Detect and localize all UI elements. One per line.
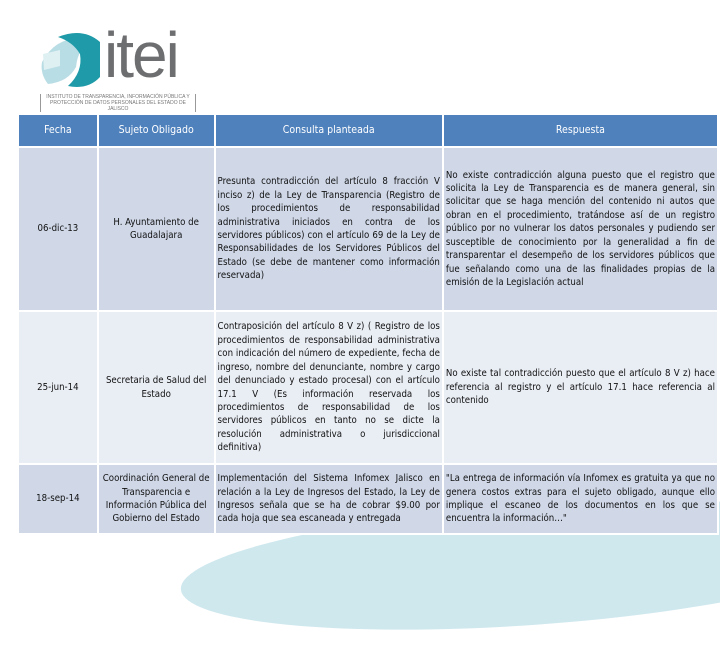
- header-sujeto: Sujeto Obligado: [98, 114, 215, 147]
- table-row: [18, 147, 718, 311]
- cell-respuesta: "La entrega de información vía Infomex es gratuita ya que no genera costos extras para el sujeto obligado, aunque ello implique el escaneo de los documentos en los que se encuentra la información…": [443, 464, 718, 534]
- cell-fecha: 18-sep-14: [18, 464, 98, 534]
- cell-sujeto: Secretaria de Salud del Estado: [98, 311, 215, 464]
- header-consulta: Consulta planteada: [215, 114, 443, 147]
- cell-fecha: 06-dic-13: [18, 147, 98, 311]
- header-fecha: Fecha: [18, 114, 98, 147]
- cell-consulta: Contraposición del artículo 8 V z) ( Registro de los procedimientos de responsabilidad administrativa con indicación del número de expediente, fecha de ingreso, nombre del denunciante, nombre y cargo del denunciado y estado procesal) con el artículo 17.1 V (Es información reservada los procedimientos de responsabilidad de los servidores públicos en tanto no se dicte la resolución administrativa o jurisdiccional definitiva): [215, 311, 443, 464]
- cell-respuesta: No existe tal contradicción puesto que el artículo 8 V z) hace referencia al registro y el artículo 17.1 hace referencia al contenido: [443, 311, 718, 464]
- cell-fecha: 25-jun-14: [18, 311, 98, 464]
- header-respuesta: Respuesta: [443, 114, 718, 147]
- table-header: [18, 114, 718, 147]
- table-row: [18, 311, 718, 464]
- consultas-table: [17, 113, 719, 535]
- cell-consulta: Presunta contradicción del artículo 8 fracción V inciso z) de la Ley de Transparencia (Registro de los procedimientos de responsabilidad administrativa iniciados en contra de los servidores públicos) con el artículo 69 de la Ley de Responsabilidades de los Servidores Públicos del Estado (se debe de mantener como información reservada): [215, 147, 443, 311]
- table-row: [18, 464, 718, 534]
- cell-consulta: Implementación del Sistema Infomex Jalisco en relación a la Ley de Ingresos del Estado, la Ley de Ingresos señala que se ha de cobrar $9.00 por cada hoja que sea escaneada y entregada: [215, 464, 443, 534]
- logo-tagline: INSTITUTO DE TRANSPARENCIA, INFORMACIÓN PÚBLICA Y PROTECCIÓN DE DATOS PERSONALES DEL ESTADO DE JALISCO: [40, 94, 196, 112]
- cell-respuesta: No existe contradicción alguna puesto que el registro que solicita la Ley de Transparencia es de manera general, sin solicitar que se haga mención del contenido ni autos que obran en el procedimiento, tratándose así de un registro público por no vulnerar los datos personales y pudiendo ser susceptible de conocimiento por la generalidad a fin de transparentar el desempeño de los servidores públicos que fue señalando como una de las finalidades propias de la emisión de la Legislación actual: [443, 147, 718, 311]
- cell-sujeto: H. Ayuntamiento de Guadalajara: [98, 147, 215, 311]
- brand-name: itei: [104, 19, 178, 91]
- cell-sujeto: Coordinación General de Transparencia e Información Pública del Gobierno del Estado: [98, 464, 215, 534]
